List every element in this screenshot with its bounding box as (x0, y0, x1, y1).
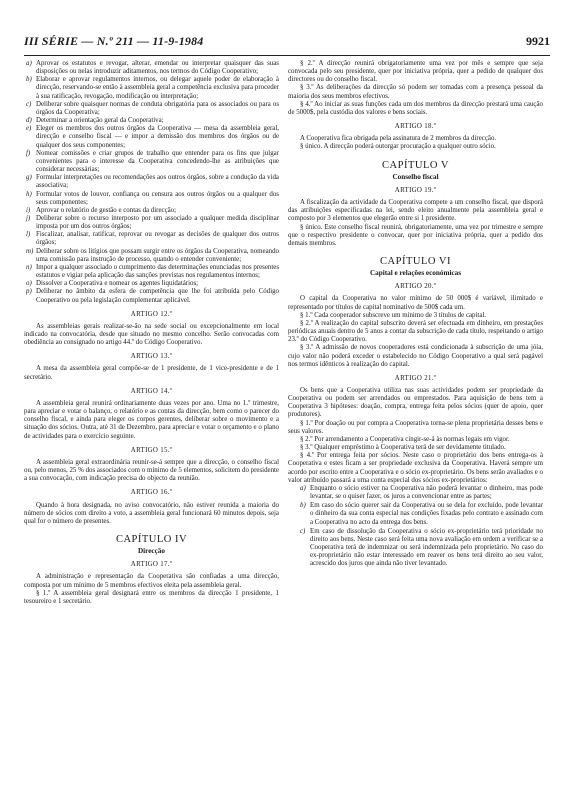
article-16-text: Quando à hora designada, no aviso convocatório, não estiver reunida a maioria do número de sócios com direito a voto, a assembleia geral funcionará 60 minutos depois, seja qual for o número de presentes. (24, 501, 279, 525)
list-item (24, 191, 279, 207)
list-item-label: b) (300, 502, 306, 510)
article-12-text: As assembleias gerais realizar-se-ão na sede social ou excepcionalmente em local indicado na convocatória, desde que situado no mesmo concelho. Serão convocadas com obediência ao consignado no artigo 44.º do Código Cooperativo. (24, 322, 279, 347)
list-item (24, 125, 279, 149)
series-label: III SÉRIE — N.º 211 — 11-9-1984 (24, 34, 204, 48)
list-item-text: Deliberar sobre quaisquer normas de conduta obrigatória para os associados ou para os órgãos da Cooperativa; (36, 100, 279, 116)
right-column (288, 60, 543, 800)
list-item-label: c) (26, 100, 32, 108)
list-item (24, 248, 279, 264)
article-13-title: ARTIGO 13.º (130, 353, 173, 361)
list-item-text: Aprovar o relatório de gestão e contas da direcção; (36, 206, 177, 214)
list-item-text: Enquanto o sócio estiver na Cooperativa não poderá levantar o dinheiro, mas pode levantar, se o quiser fazer, os juros a convencionar entre as partes; (310, 484, 543, 501)
left-column (24, 60, 279, 800)
list-item-text: Aprovar os estatutos e revogar, alterar, emendar ou interpretar quaisquer das suas disposições ou nelas introduzir aditamentos, nos termos do Código Cooperativo; (36, 60, 279, 76)
article-12-title: ARTIGO 12.º (130, 310, 173, 318)
list-item (24, 150, 279, 174)
article-17-paragraph-4: § 4.º Ao iniciar as suas funções cada um dos membros da direcção prestará uma caução de 5000$, pela custódia dos valores e bens sociais. (288, 100, 543, 116)
list-item-label: n) (26, 263, 32, 271)
list-item (288, 502, 543, 526)
list-item-label: i) (26, 206, 31, 214)
article-20-paragraph-1: § 1.º Cada cooperador subscreve um mínimo de 3 títulos de capital. (300, 311, 487, 319)
list-item (24, 76, 279, 100)
list-item (24, 117, 279, 125)
article-19-title: ARTIGO 19.º (394, 186, 437, 194)
list-item (24, 60, 279, 76)
list-item-text: Fiscalizar, analisar, ratificar, reprovar ou revogar as decisões de qualquer dos outros órgãos; (36, 231, 279, 247)
article-16-title: ARTIGO 16.º (130, 489, 173, 497)
list-item-text: Formular votos de louvor, confiança ou censura aos outros órgãos ou a qualquer dos seus componentes; (36, 190, 279, 206)
article-21-paragraph-2: § 2.º Por arrendamento a Cooperativa cingir-se-á às normas legais em vigor. (300, 435, 510, 443)
list-item-label: m) (26, 247, 34, 255)
article-18-text: A Cooperativa fica obrigada pela assinatura de 2 membros da direcção. (300, 135, 497, 143)
list-item-label: j) (26, 214, 31, 222)
article-21-paragraph-3: § 3.º Qualquer empréstimo à Cooperativa terá de ser devidamente titulado. (300, 444, 506, 452)
article-20-paragraph-3: § 3.º A admissão de novos cooperadores está condicionada à subscrição de uma jóia, cujo valor não poderá exceder o estabelecido no Código Cooperativo a qual será pagável nos termos idênticos à realização do capital. (288, 344, 543, 368)
article-17-title: ARTIGO 17.º (130, 561, 173, 569)
list-item-text: Eleger os membros dos outros órgãos da Cooperativa — mesa da assembleia geral, direcção e conselho fiscal — e impor a demissão dos membros dos órgãos ou de qualquer dos seus componentes; (36, 125, 279, 149)
article-18-unico: § único. A direcção poderá outorgar procuração a qualquer outro sócio. (300, 143, 496, 151)
list-item-label: a) (300, 484, 306, 492)
article-18-title: ARTIGO 18.º (394, 123, 437, 131)
list-item-text: Deliberar sobre os litígios que possam surgir entre os órgãos da Cooperativa, nomeando uma comissão para instrução de processo, quando o entender conveniente; (36, 247, 279, 263)
article-13-text: A mesa da assembleia geral compõe-se de 1 presidente, de 1 vice-presidente e de 1 secretário. (24, 365, 279, 381)
list-item (24, 174, 279, 190)
list-item (24, 288, 279, 304)
article-20-text: O capital da Cooperativa no valor mínimo de 50 000$ é variável, ilimitado e representado por títulos de capital nominativo de 500$ cada um. (288, 295, 543, 311)
list-item (24, 231, 279, 247)
list-item-text: Nomear comissões e criar grupos de trabalho que entender para os fins que julgar convenientes para o interesse da Cooperativa concedendo-lhe as atribuições que considerar necessárias; (36, 149, 279, 174)
list-item (288, 485, 543, 501)
list-item-label: b) (26, 76, 32, 84)
list-item (24, 215, 279, 231)
list-item (24, 101, 279, 117)
list-item-label: f) (26, 149, 31, 157)
article-21-text: Os bens que a Cooperativa utiliza nas suas actividades podem ser propriedade da Cooperativa ou podem ser arrendados ou emprestados. Para aquisição de bens tem a Cooperativa 3 hipóteses: doação, compra, entrega feita pelos sócios (quer de apoio, quer produtores). (288, 387, 543, 419)
list-item-label: e) (26, 125, 32, 133)
list-item-label: p) (26, 288, 32, 296)
article-20-paragraph-2: § 2.º A realização do capital subscrito deverá ser efectuada em dinheiro, em prestações periódicas anuais dentro de 5 anos a contar da subscrição de cada título, respeitando o artigo 23.º do Código Cooperativo. (288, 319, 543, 344)
header-rule (24, 55, 550, 56)
article-15-text: A assembleia geral extraordinária reunir-se-á sempre que a direcção, o conselho fiscal ou, pelo menos, 25 % dos associados com o mínimo de 5 elementos, solicitem do presidente a sua convocação, com indicação precisa do objecto da reunião. (24, 458, 279, 483)
article-15-title: ARTIGO 15.º (130, 446, 173, 454)
article-21-paragraph-4: § 4.º Por entrega feita por sócios. Neste caso o proprietário dos bens entrega-os à Cooperativa e estes ficam a ser propriedade exclusiva da Cooperativa. Haverá sempre um acordo por escrito entre a Cooperativa e o sócio ex-proprietário. Os bens serão avaliados e o valor atribuído passará a uma conta especial dos sócios ex-proprietários: (288, 452, 543, 484)
article-20-title: ARTIGO 20.º (394, 283, 437, 291)
article-21-title: ARTIGO 21.º (394, 374, 437, 382)
article-19-text: A fiscalização da actividade da Cooperativa compete a um conselho fiscal, que disporá das atribuições especificadas na lei, sendo eleito anualmente pela assembleia geral e composto por 3 elementos que elegerão entre si 1 presidente. (288, 199, 543, 223)
list-item (24, 280, 279, 288)
article-17-paragraph-1: § 1.º A assembleia geral designará entre os membros da direcção 1 presidente, 1 tesoureiro e 1 secretário. (24, 589, 279, 605)
list-item (24, 264, 279, 280)
chapter-4-title: CAPÍTULO IV (115, 533, 188, 545)
list-item-label: g) (26, 174, 32, 182)
article-17-paragraph-3: § 3.º As deliberações da direcção só podem ser tomadas com a presença pessoal da maioria dos seus membros efectivos. (288, 84, 543, 100)
article-17-text: A administração e representação da Cooperativa são confiadas a uma direcção, composta por um mínimo de 5 membros efectivos eleita pela assembleia geral. (24, 573, 279, 589)
article-19-unico: § único. Este conselho fiscal reunirá, obrigatoriamente, uma vez por trimestre e sempre que o respectivo presidente o convocar, quer por iniciativa própria, quer a pedido dos demais membros. (288, 223, 543, 247)
list-item (24, 207, 279, 215)
list-item-label: o) (26, 280, 32, 288)
list-item-text: Dissolver a Cooperativa e nomear os agentes liquidatários; (36, 280, 199, 288)
list-item-text: Impor a qualquer associado o cumprimento das determinações enunciadas nos presentes estatutos e vigiar pela aplicação das sanções previstas nos regulamentos internos; (36, 263, 279, 280)
list-item (288, 528, 543, 569)
list-item-text: Deliberar no âmbito da esfera de competência que lhe foi atribuída pelo Código Cooperativo ou pela legislação complementar aplicável. (36, 288, 279, 304)
chapter-6-subtitle: Capital e relações económicas (369, 269, 462, 278)
page-number: 9921 (526, 34, 550, 48)
list-item-text: Formular interpretações ou recomendações aos outros órgãos, sobre a condução da vida associativa; (36, 174, 279, 190)
list-item-text: Em caso do sócio querer sair da Cooperativa ou se dela for excluído, pode levantar o dinheiro da sua conta especial nas condições fixadas pelo contrato e assinado com a Cooperativa no acto da entrega dos bens. (310, 502, 543, 526)
ex-owner-conditions-list (288, 485, 543, 569)
article-21-paragraph-1: § 1.º Por doação ou por compra a Cooperativa torna-se plena proprietária desses bens e seus valores. (288, 419, 543, 435)
list-item-text: Deliberar sobre o recurso interposto por um associado a qualquer medida disciplinar imposta por um dos outros órgãos; (36, 214, 279, 231)
list-item-label: a) (26, 60, 32, 67)
chapter-6-title: CAPÍTULO VI (380, 255, 451, 267)
article-14-text: A assembleia geral reunirá ordinariamente duas vezes por ano. Uma no 1.º trimestre, para apreciar e votar o balanço, o relatório e as contas da direcção, bem como o parecer do conselho fiscal, e ainda para eleger os corpos gerentes, deliberar sobre o movimento e a situação dos sócios. Outra, até 31 de Dezembro, para apreciar e votar o orçamento e o plano de actividades para o exercício seguinte. (24, 399, 279, 440)
chapter-4-subtitle: Direcção (137, 547, 165, 556)
list-item-text: Determinar a orientação geral da Cooperativa; (36, 117, 164, 125)
page-header (24, 34, 550, 50)
competence-list (24, 60, 279, 305)
article-17-paragraph-2: § 2.º A direcção reunirá obrigatoriamente uma vez por mês e sempre que seja convocada pelo seu presidente, quer por iniciativa própria, quer a pedido de qualquer dos directores ou do conselho fiscal. (288, 60, 543, 84)
list-item-text: Elaborar e aprovar regulamentos internos, ou delegar aquele poder de elaboração à direcção, reservando-se então à assembleia geral a competência exclusiva para proceder à sua ratificação, revogação, modificação ou interpretação; (36, 76, 279, 100)
list-item-label: d) (26, 117, 32, 125)
chapter-5-subtitle: Conselho fiscal (392, 172, 439, 181)
list-item-text: Em caso de dissolução da Cooperativa o sócio ex-proprietário terá prioridade no direito aos bens. Neste caso será feita uma nova avaliação em ordem a verificar se a Cooperativa terá de indemnizar ou será indemnizada pelo proprietário. No caso do ex-proprietário não estar interessado em reaver os bens terá direito ao seu valor, acrescido dos juros que ainda não tiver levantado. (310, 527, 543, 568)
chapter-5-title: CAPÍTULO V (382, 159, 449, 171)
list-item-label: l) (26, 231, 31, 239)
list-item-label: c) (300, 527, 306, 535)
list-item-label: h) (26, 190, 32, 198)
article-14-title: ARTIGO 14.º (130, 387, 173, 395)
